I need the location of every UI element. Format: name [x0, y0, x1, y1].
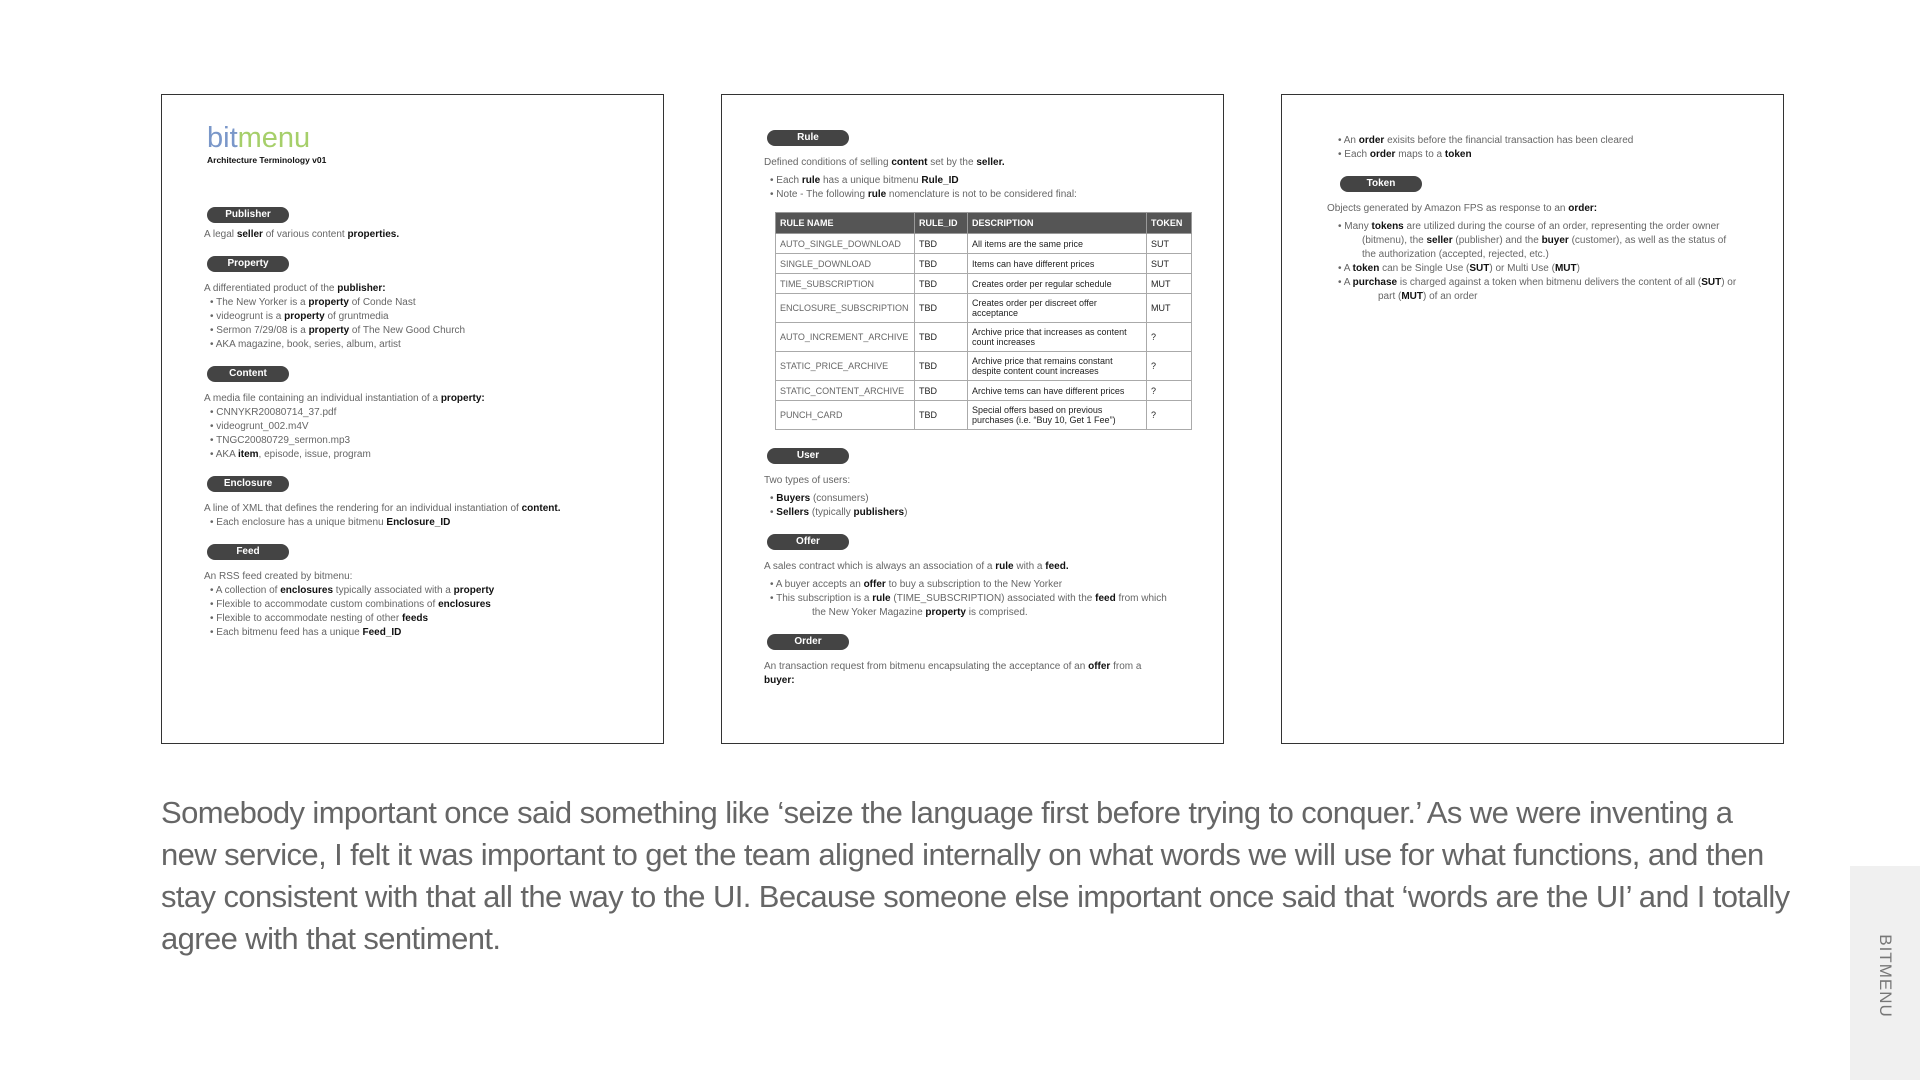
table-cell: TBD — [915, 323, 968, 352]
enclosure-description: A line of XML that defines the rendering for an individual instantiation of content. — [204, 503, 561, 514]
table-cell: TBD — [915, 401, 968, 430]
page2-body — [764, 130, 1204, 688]
table-header: RULE NAME — [776, 213, 915, 234]
rule-section — [764, 130, 1204, 202]
list-item: • videogrunt is a property of gruntmedia — [210, 311, 389, 322]
list-item: • The New Yorker is a property of Conde Nast — [210, 297, 416, 308]
table-cell: Creates order per discreet offer acceptance — [968, 294, 1147, 323]
table-cell: STATIC_CONTENT_ARCHIVE — [776, 381, 915, 401]
enclosure-section — [204, 476, 644, 530]
list-item: • AKA item, episode, issue, program — [210, 449, 371, 460]
list-item: • Each order maps to a token — [1338, 149, 1472, 160]
token-heading: Token — [1340, 176, 1422, 192]
table-header: DESCRIPTION — [968, 213, 1147, 234]
table-cell: SUT — [1147, 254, 1192, 274]
list-item-continued: (bitmenu), the seller (publisher) and the buyer (customer), as well as the status of — [1362, 235, 1727, 246]
table-cell: SINGLE_DOWNLOAD — [776, 254, 915, 274]
table-row — [776, 323, 1192, 352]
property-description: A differentiated product of the publisher: — [204, 283, 386, 294]
page3-body — [1327, 134, 1772, 304]
enclosure-heading: Enclosure — [207, 476, 289, 492]
list-item: • Each enclosure has a unique bitmenu Enclosure_ID — [210, 517, 451, 528]
order-heading: Order — [767, 634, 849, 650]
table-cell: Special offers based on previous purchases (i.e. “Buy 10, Get 1 Fee”) — [968, 401, 1147, 430]
list-item: • A buyer accepts an offer to buy a subscription to the New Yorker — [770, 579, 1063, 590]
table-cell: TBD — [915, 274, 968, 294]
rule-table — [775, 212, 1192, 430]
table-row — [776, 234, 1192, 254]
publisher-section — [204, 207, 644, 242]
table-row — [776, 401, 1192, 430]
list-item: • A token can be Single Use (SUT) or Multi Use (MUT) — [1338, 263, 1580, 274]
table-row — [776, 294, 1192, 323]
slide-caption: Somebody important once said something like ‘seize the language first before trying to conquer.’ As we were inventing a new service, I felt it was important to get the team aligned internally on what words we will use for what functions, and then stay consistent with that all the way to the UI. Because someone else important once said that ‘words are the UI’ and I totally agree with that sentiment. — [161, 795, 1790, 956]
order-description: An transaction request from bitmenu encapsulating the acceptance of an offer from a buyer: — [764, 661, 1142, 686]
list-item: • Flexible to accommodate custom combinations of enclosures — [210, 599, 491, 610]
list-item: • A collection of enclosures typically associated with a property — [210, 585, 495, 596]
table-cell: AUTO_INCREMENT_ARCHIVE — [776, 323, 915, 352]
table-cell: Archive price that increases as content count increases — [968, 323, 1147, 352]
table-cell: TBD — [915, 234, 968, 254]
table-cell: ? — [1147, 401, 1192, 430]
table-cell: STATIC_PRICE_ARCHIVE — [776, 352, 915, 381]
publisher-heading: Publisher — [207, 207, 289, 223]
user-section — [764, 448, 1204, 520]
list-item: • A purchase is charged against a token when bitmenu delivers the content of all (SUT) or — [1338, 277, 1737, 288]
table-header: TOKEN — [1147, 213, 1192, 234]
side-tab[interactable] — [1850, 866, 1920, 1080]
table-row — [776, 352, 1192, 381]
publisher-description: A legal seller of various content properties. — [204, 229, 400, 240]
table-cell: AUTO_SINGLE_DOWNLOAD — [776, 234, 915, 254]
rule-description: Defined conditions of selling content set by the seller. — [764, 157, 1005, 168]
feed-section — [204, 544, 644, 640]
user-heading: User — [767, 448, 849, 464]
table-cell: TBD — [915, 352, 968, 381]
list-item: • Sellers (typically publishers) — [770, 507, 908, 518]
table-header: RULE_ID — [915, 213, 968, 234]
feed-description: An RSS feed created by bitmenu: — [204, 571, 353, 582]
list-item: • Each rule has a unique bitmenu Rule_ID — [770, 175, 959, 186]
property-section — [204, 256, 644, 352]
offer-heading: Offer — [767, 534, 849, 550]
list-item-continued: the New Yoker Magazine property is comprised. — [812, 607, 1028, 618]
content-section — [204, 366, 644, 462]
offer-section — [764, 534, 1204, 620]
table-cell: MUT — [1147, 294, 1192, 323]
page1-body — [204, 207, 644, 640]
table-row — [776, 274, 1192, 294]
table-cell: Archive price that remains constant despite content count increases — [968, 352, 1147, 381]
list-item-continued: the authorization (accepted, rejected, etc.) — [1362, 249, 1549, 260]
logo-bit: bit — [207, 122, 238, 154]
table-cell: MUT — [1147, 274, 1192, 294]
side-tab-label: BITMENU — [1876, 934, 1895, 1018]
order-section — [764, 634, 1204, 688]
list-item: • Many tokens are utilized during the course of an order, representing the order owner — [1338, 221, 1720, 232]
list-item: • Each bitmenu feed has a unique Feed_ID — [210, 627, 402, 638]
table-cell: ENCLOSURE_SUBSCRIPTION — [776, 294, 915, 323]
offer-description: A sales contract which is always an association of a rule with a feed. — [764, 561, 1069, 572]
property-heading: Property — [207, 256, 289, 272]
table-cell: SUT — [1147, 234, 1192, 254]
list-item: • An order exisits before the financial transaction has been cleared — [1338, 135, 1634, 146]
logo-menu: menu — [237, 122, 311, 154]
document-subtitle: Architecture Terminology v01 — [207, 155, 327, 165]
document-page-3 — [1281, 94, 1784, 744]
token-section — [1327, 176, 1772, 304]
table-cell: ? — [1147, 352, 1192, 381]
table-cell: Archive tems can have different prices — [968, 381, 1147, 401]
table-cell: ? — [1147, 381, 1192, 401]
content-heading: Content — [207, 366, 289, 382]
user-description: Two types of users: — [764, 475, 851, 486]
list-item: • CNNYKR20080714_37.pdf — [210, 407, 337, 418]
feed-heading: Feed — [207, 544, 289, 560]
table-cell: All items are the same price — [968, 234, 1147, 254]
list-item: • This subscription is a rule (TIME_SUBSCRIPTION) associated with the feed from which — [770, 593, 1167, 604]
table-cell: TBD — [915, 294, 968, 323]
document-page-2 — [721, 94, 1224, 744]
table-cell: ? — [1147, 323, 1192, 352]
list-item: • Flexible to accommodate nesting of other feeds — [210, 613, 429, 624]
rule-heading: Rule — [767, 130, 849, 146]
token-description: Objects generated by Amazon FPS as response to an order: — [1327, 203, 1598, 214]
list-item: • Sermon 7/29/08 is a property of The New Good Church — [210, 325, 466, 336]
table-cell: TIME_SUBSCRIPTION — [776, 274, 915, 294]
table-cell: TBD — [915, 381, 968, 401]
table-cell: Items can have different prices — [968, 254, 1147, 274]
table-cell: PUNCH_CARD — [776, 401, 915, 430]
list-item: • TNGC20080729_sermon.mp3 — [210, 435, 351, 446]
list-item: • Buyers (consumers) — [770, 493, 869, 504]
bitmenu-logo — [207, 123, 326, 167]
list-item: • videogrunt_002.m4V — [210, 421, 309, 432]
table-cell: Creates order per regular schedule — [968, 274, 1147, 294]
document-page-1 — [161, 94, 664, 744]
table-cell: TBD — [915, 254, 968, 274]
table-row — [776, 381, 1192, 401]
list-item-continued: part (MUT) of an order — [1378, 291, 1478, 302]
list-item: • Note - The following rule nomenclature is not to be considered final: — [770, 189, 1077, 200]
table-header-row — [776, 213, 1192, 234]
list-item: • AKA magazine, book, series, album, artist — [210, 339, 401, 350]
content-description: A media file containing an individual instantiation of a property: — [204, 393, 485, 404]
table-row — [776, 254, 1192, 274]
